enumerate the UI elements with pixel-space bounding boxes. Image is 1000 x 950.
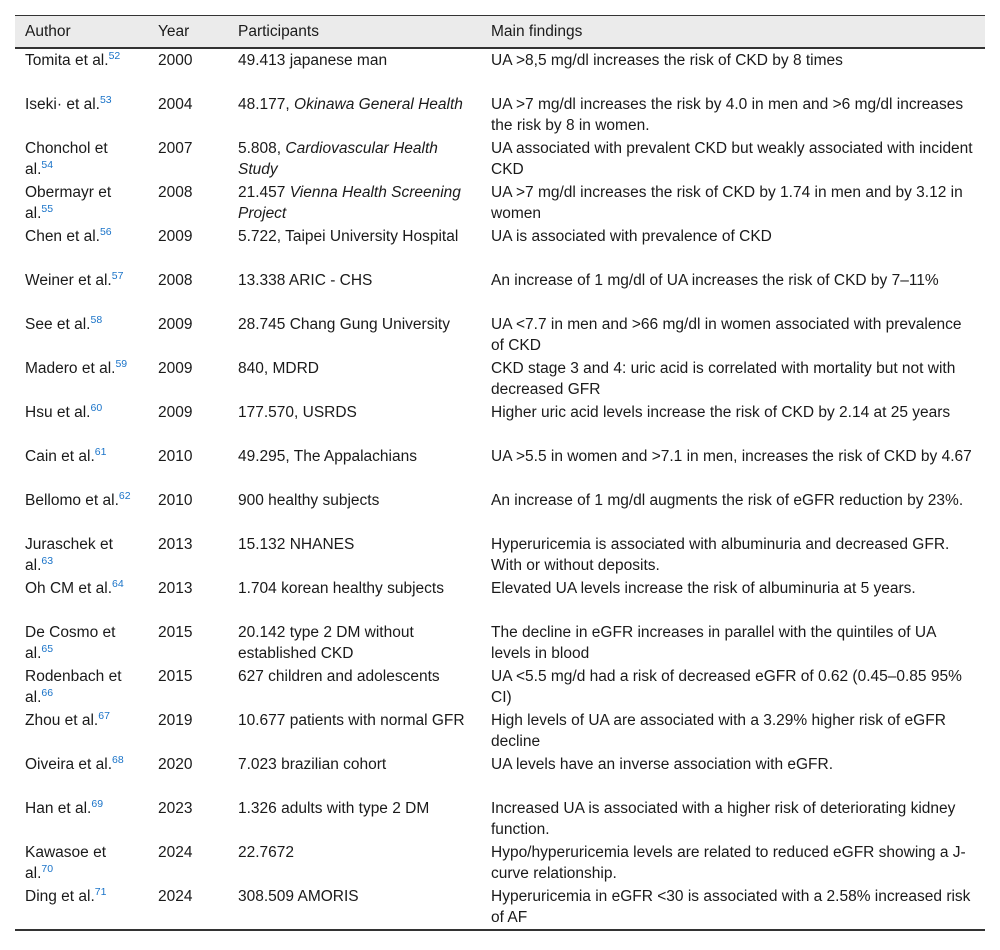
table-row [15, 621, 985, 665]
author-cell [15, 489, 148, 533]
year-cell: 2008 [158, 272, 193, 289]
participants-cell [228, 709, 481, 753]
author-name: Bellomo et al. [25, 492, 119, 509]
findings-cell: An increase of 1 mg/dl augments the risk of eGFR reduction by 23%. [491, 492, 964, 509]
studies-table [15, 15, 985, 931]
table-row [15, 577, 985, 621]
participants-text: 627 children and adolescents [238, 668, 440, 685]
participants-text: 22.7672 [238, 844, 295, 861]
findings-cell: UA >5.5 in women and >7.1 in men, increases the risk of CKD by 4.67 [491, 448, 972, 465]
participants-cell [228, 753, 481, 797]
reference-link[interactable]: 54 [41, 159, 54, 171]
author-name: De Cosmo et al. [25, 624, 116, 662]
header-main-findings: Main findings [491, 23, 583, 40]
participants-text: 13.338 ARIC - CHS [238, 272, 373, 289]
findings-cell: UA is associated with prevalence of CKD [491, 228, 772, 245]
reference-link[interactable]: 62 [118, 490, 131, 502]
reference-link[interactable]: 65 [41, 643, 54, 655]
participants-text: 49.295, The Appalachians [238, 448, 417, 465]
table-row [15, 48, 985, 93]
reference-link[interactable]: 71 [94, 886, 107, 898]
participants-text: 49.413 japanese man [238, 52, 388, 69]
table-row [15, 445, 985, 489]
table-row [15, 753, 985, 797]
participants-cell [228, 621, 481, 665]
findings-cell: UA >7 mg/dl increases the risk of CKD by 1.74 in men and by 3.12 in women [491, 184, 963, 222]
author-name: Iseki· et al. [25, 96, 100, 113]
participants-cell [228, 445, 481, 489]
findings-cell: CKD stage 3 and 4: uric acid is correlated with mortality but not with decreased GFR [491, 360, 956, 398]
author-name: Obermayr et al. [25, 184, 112, 222]
participants-cell [228, 48, 481, 93]
participants-cell [228, 797, 481, 841]
author-name: Oiveira et al. [25, 756, 113, 773]
author-cell [15, 885, 148, 930]
participants-cell [228, 181, 481, 225]
findings-cell: Hyperuricemia is associated with albuminuria and decreased GFR. With or without deposits. [491, 536, 950, 574]
participants-text: 7.023 brazilian cohort [238, 756, 387, 773]
participants-cell [228, 401, 481, 445]
reference-link[interactable]: 59 [115, 358, 128, 370]
reference-link[interactable]: 69 [91, 798, 104, 810]
table-header-row [15, 16, 985, 49]
table-row [15, 93, 985, 137]
participants-text: 900 healthy subjects [238, 492, 380, 509]
author-name: See et al. [25, 316, 91, 333]
table-body [15, 48, 985, 930]
table-row [15, 313, 985, 357]
table-row [15, 181, 985, 225]
reference-link[interactable]: 70 [41, 863, 54, 875]
studies-table-container [15, 15, 985, 931]
findings-cell: UA >7 mg/dl increases the risk by 4.0 in men and >6 mg/dl increases the risk by 8 in women. [491, 96, 964, 134]
author-cell [15, 93, 148, 137]
author-name: Kawasoe et al. [25, 844, 106, 882]
participants-text: 1.326 adults with type 2 DM [238, 800, 430, 817]
findings-cell: High levels of UA are associated with a 3.29% higher risk of eGFR decline [491, 712, 946, 750]
participants-cell [228, 533, 481, 577]
author-cell [15, 313, 148, 357]
author-cell [15, 225, 148, 269]
author-name: Cain et al. [25, 448, 95, 465]
reference-link[interactable]: 63 [41, 555, 54, 567]
findings-cell: Elevated UA levels increase the risk of albuminuria at 5 years. [491, 580, 916, 597]
author-cell [15, 445, 148, 489]
participants-cell [228, 357, 481, 401]
author-cell [15, 137, 148, 181]
participants-text: 28.745 Chang Gung University [238, 316, 450, 333]
reference-link[interactable]: 66 [41, 687, 54, 699]
year-cell: 2009 [158, 360, 193, 377]
table-row [15, 885, 985, 930]
participants-cell [228, 885, 481, 930]
year-cell: 2000 [158, 52, 193, 69]
participants-text: 20.142 type 2 DM without established CKD [238, 624, 414, 662]
reference-link[interactable]: 61 [94, 446, 107, 458]
year-cell: 2020 [158, 756, 193, 773]
participants-text: 21.457 [238, 184, 290, 201]
year-cell: 2015 [158, 624, 193, 641]
author-name: Han et al. [25, 800, 92, 817]
participants-text: 10.677 patients with normal GFR [238, 712, 465, 729]
author-name: Oh CM et al. [25, 580, 112, 597]
reference-link[interactable]: 53 [99, 94, 112, 106]
table-row [15, 533, 985, 577]
reference-link[interactable]: 56 [99, 226, 112, 238]
participants-text: 5.808, [238, 140, 286, 157]
table-row [15, 225, 985, 269]
author-cell [15, 621, 148, 665]
author-name: Tomita et al. [25, 52, 109, 69]
header-author: Author [25, 23, 71, 40]
year-cell: 2013 [158, 580, 193, 597]
findings-cell: Hypo/hyperuricemia levels are related to reduced eGFR showing a J-curve relationship. [491, 844, 966, 882]
year-cell: 2024 [158, 888, 193, 905]
header-year: Year [158, 23, 190, 40]
participants-study-name: Cardiovascular Health Study [238, 140, 438, 178]
table-row [15, 401, 985, 445]
author-cell [15, 533, 148, 577]
findings-cell: An increase of 1 mg/dl of UA increases the risk of CKD by 7–11% [491, 272, 939, 289]
participants-cell [228, 313, 481, 357]
table-row [15, 489, 985, 533]
findings-cell: UA <7.7 in men and >66 mg/dl in women associated with prevalence of CKD [491, 316, 962, 354]
year-cell: 2015 [158, 668, 193, 685]
findings-cell: UA >8,5 mg/dl increases the risk of CKD by 8 times [491, 52, 843, 69]
year-cell: 2009 [158, 404, 193, 421]
reference-link[interactable]: 55 [41, 203, 54, 215]
year-cell: 2024 [158, 844, 193, 861]
participants-cell [228, 225, 481, 269]
reference-link[interactable]: 67 [98, 710, 110, 722]
findings-cell: The decline in eGFR increases in parallel with the quintiles of UA levels in blood [491, 624, 936, 662]
participants-study-name: Vienna Health Screening Project [238, 184, 461, 222]
author-name: Chonchol et al. [25, 140, 108, 178]
year-cell: 2007 [158, 140, 193, 157]
participants-text: 15.132 NHANES [238, 536, 355, 553]
reference-link[interactable]: 68 [112, 754, 124, 766]
author-cell [15, 665, 148, 709]
findings-cell: Increased UA is associated with a higher risk of deteriorating kidney function. [491, 800, 956, 838]
author-cell [15, 841, 148, 885]
participants-text: 48.177, [238, 96, 295, 113]
participants-cell [228, 489, 481, 533]
author-cell [15, 401, 148, 445]
author-name: Ding et al. [25, 888, 95, 905]
participants-cell [228, 577, 481, 621]
author-cell [15, 577, 148, 621]
participants-cell [228, 137, 481, 181]
year-cell: 2019 [158, 712, 193, 729]
table-row [15, 137, 985, 181]
reference-link[interactable]: 64 [112, 578, 124, 590]
participants-text: 5.722, Taipei University Hospital [238, 228, 459, 245]
author-cell [15, 48, 148, 93]
author-name: Hsu et al. [25, 404, 91, 421]
participants-text: 840, MDRD [238, 360, 319, 377]
participants-text: 177.570, USRDS [238, 404, 357, 421]
reference-link[interactable]: 58 [90, 314, 103, 326]
author-cell [15, 797, 148, 841]
reference-link[interactable]: 57 [111, 270, 124, 282]
author-cell [15, 269, 148, 313]
reference-link[interactable]: 60 [90, 402, 103, 414]
year-cell: 2010 [158, 492, 193, 509]
author-name: Chen et al. [25, 228, 100, 245]
table-row [15, 841, 985, 885]
participants-text: 1.704 korean healthy subjects [238, 580, 444, 597]
year-cell: 2009 [158, 228, 193, 245]
author-name: Juraschek et al. [25, 536, 113, 574]
year-cell: 2023 [158, 800, 193, 817]
author-name: Weiner et al. [25, 272, 112, 289]
author-cell [15, 181, 148, 225]
findings-cell: Higher uric acid levels increase the risk of CKD by 2.14 at 25 years [491, 404, 951, 421]
table-row [15, 269, 985, 313]
year-cell: 2013 [158, 536, 193, 553]
author-name: Madero et al. [25, 360, 116, 377]
participants-cell [228, 269, 481, 313]
participants-text: 308.509 AMORIS [238, 888, 359, 905]
findings-cell: UA levels have an inverse association with eGFR. [491, 756, 834, 773]
year-cell: 2010 [158, 448, 193, 465]
header-participants: Participants [238, 23, 319, 40]
table-row [15, 709, 985, 753]
participants-cell [228, 93, 481, 137]
participants-cell [228, 665, 481, 709]
findings-cell: UA associated with prevalent CKD but weakly associated with incident CKD [491, 140, 973, 178]
author-name: Rodenbach et al. [25, 668, 122, 706]
participants-study-name: Okinawa General Health [294, 96, 463, 113]
table-row [15, 665, 985, 709]
table-row [15, 357, 985, 401]
author-name: Zhou et al. [25, 712, 99, 729]
table-row [15, 797, 985, 841]
author-cell [15, 709, 148, 753]
year-cell: 2008 [158, 184, 193, 201]
author-cell [15, 753, 148, 797]
author-cell [15, 357, 148, 401]
year-cell: 2009 [158, 316, 193, 333]
reference-link[interactable]: 52 [108, 50, 121, 62]
participants-cell [228, 841, 481, 885]
year-cell: 2004 [158, 96, 193, 113]
findings-cell: Hyperuricemia in eGFR <30 is associated with a 2.58% increased risk of AF [491, 888, 971, 926]
findings-cell: UA <5.5 mg/d had a risk of decreased eGFR of 0.62 (0.45–0.85 95% CI) [491, 668, 962, 706]
